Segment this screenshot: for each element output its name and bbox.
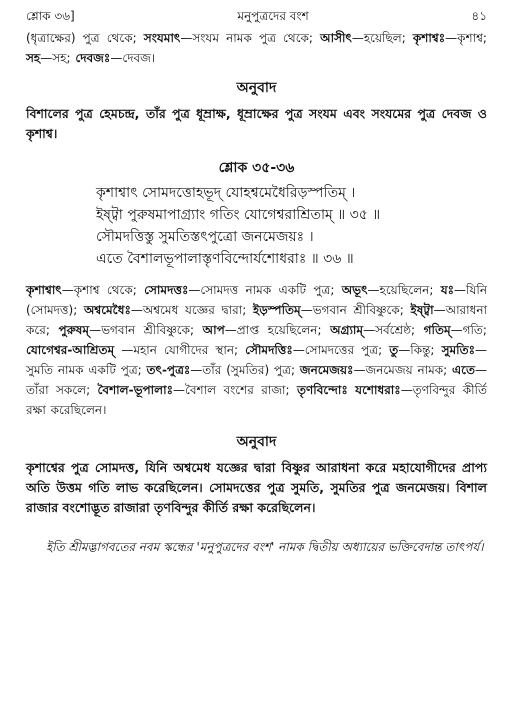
synonyms-top <box>26 28 487 68</box>
syn-text: —প্রাপ্ত হয়েছিলেন; <box>224 323 331 337</box>
header-page-number: ৪১ <box>471 9 487 23</box>
verse-block <box>26 182 487 270</box>
header-verse-ref: শ্লোক ৩৬] <box>26 9 75 23</box>
syn-text: —সোমদত্তের পুত্র; <box>292 343 390 357</box>
syn-text: —বৈশাল বংশের রাজা; <box>172 383 298 397</box>
verse-heading: শ্লোক ৩৫-৩৬ <box>218 160 295 176</box>
anubad-heading-1: অনুবাদ <box>236 80 277 96</box>
syn-text: —তাঁরা সকলে; <box>26 363 488 397</box>
syn-term: অগ্র্যাম্ <box>330 323 364 337</box>
syn-term: বৈশাল-ভূপালাঃ <box>97 383 173 397</box>
syn-term: এতে <box>452 363 476 377</box>
syn-term: আসীৎ <box>320 31 352 45</box>
syn-text: —অশ্বমেধ যজ্ঞের দ্বারা; <box>130 303 253 317</box>
syn-text: —তৃণবিন্দুর কীর্তি রক্ষা করেছিলেন। <box>26 383 487 417</box>
page-header <box>26 8 487 26</box>
verse-line: সৌমদত্তিস্তু সুমতিস্তৎপুত্রো জনমেজয়ঃ । <box>96 229 314 245</box>
syn-term: সোমদত্তঃ <box>144 283 189 297</box>
syn-text: —তাঁর (সুমতির) পুত্র; <box>190 363 300 377</box>
syn-term: আপ <box>202 323 225 337</box>
syn-term: জনমেজয়ঃ <box>299 363 354 377</box>
syn-text: —ভগবান শ্রীবিষ্ণুকে; <box>300 303 411 317</box>
translation-1: বিশালের পুত্র হেমচন্দ্র, তাঁর পুত্র ধূম্রাক্ষ, ধূম্রাক্ষের পুত্র সংযম এবং সংযমের পুত্র দেবজ ও কৃশাশ্ব। <box>26 106 487 141</box>
syn-text: —গতি; <box>450 323 487 337</box>
verse-line: কৃশাশ্বাৎ সোমদত্তোহভূদ্ যোহশ্বমেধৈরিড়স্পতিম্ । <box>96 185 356 201</box>
syn-text: —সুমতি নামক একটি পুত্র; <box>26 343 487 377</box>
syn-term: দেবজঃ <box>75 51 111 65</box>
syn-term: সহ <box>26 51 41 65</box>
syn-text: —সর্বশ্রেষ্ঠ; <box>363 323 424 337</box>
anubad-heading-2: অনুবাদ <box>236 434 277 450</box>
header-chapter-title: মনুপুত্রদের বংশ <box>237 9 309 23</box>
syn-text: —কৃশাশ্ব; <box>445 31 487 45</box>
syn-term: যশোধরাঃ <box>355 383 401 397</box>
syn-text: —দেবজ। <box>110 51 156 65</box>
syn-term: সুমতিঃ <box>441 343 475 357</box>
syn-text: —যিনি (সোমদত্ত); <box>26 283 487 317</box>
chapter-closing: ইতি শ্রীমদ্ভাগবতের নবম স্কন্ধের 'মনুপুত্রদের বংশ' নামক দ্বিতীয় অধ্যায়ের ভক্তিবেদান্ত তাৎপর্য। <box>46 540 484 554</box>
syn-term: যোগেশ্বর-আশ্রিতম্ <box>26 343 115 357</box>
syn-text: —সংযম নামক পুত্র থেকে; <box>180 31 321 45</box>
syn-term: অশ্বমেধৈঃ <box>83 303 131 317</box>
syn-term: তু <box>389 343 399 357</box>
syn-term: তৃণবিন্দোঃ <box>297 383 348 397</box>
syn-text: —জনমেজয় নামক; <box>353 363 453 377</box>
syn-text: —আরাধনা করে; <box>26 303 488 337</box>
syn-term: তৎ-পুত্রঃ <box>146 363 191 377</box>
verse-line: ইষ্ট্বা পুরুষমাপাগ্র্যাং গতিং যোগেশ্বরাশ্রিতাম্ ॥ ৩৫ ॥ <box>96 207 381 223</box>
syn-term: যঃ <box>440 283 455 297</box>
syn-text: —সহ; <box>40 51 76 65</box>
syn-text: —হয়েছিলেন; <box>367 283 441 297</box>
syn-term: সংযমাৎ <box>143 31 181 45</box>
translation-2: কৃশাশ্বের পুত্র সোমদত্ত, যিনি অশ্বমেধ যজ্ঞের দ্বারা বিষ্ণুর আরাধনা করে মহাযোগীদের প্রাপ্য অতি উত্তম গতি লাভ করেছিলেন। সোমদত্তের পুত্র সুমতি, সুমতির পুত্র জনমেজয়। বিশাল রাজার বংশোদ্ভূত রাজারা তৃণবিন্দুর কীর্তি রক্ষা করেছিলেন। <box>26 460 487 515</box>
syn-text: —ভগবান শ্রীবিষ্ণুকে; <box>89 323 203 337</box>
syn-text: —মহান যোগীদের স্থান; <box>121 343 246 357</box>
syn-text: —সোমদত্ত নামক একটি পুত্র; <box>188 283 342 297</box>
syn-term: কৃশাশ্বাৎ <box>26 283 62 297</box>
syn-text: —কিন্তু; <box>398 343 442 357</box>
syn-term: অভূৎ <box>341 283 368 297</box>
syn-text: (ধৃত্রাক্ষের) পুত্র থেকে; <box>26 31 144 45</box>
syn-term: গতিম্ <box>423 323 451 337</box>
syn-term: সৌমদত্তিঃ <box>245 343 293 357</box>
syn-term: ইষ্ট্বা <box>410 303 434 317</box>
syn-text: —হয়েছিল; <box>351 31 406 45</box>
syn-term: পুরুষম্ <box>58 323 90 337</box>
syn-text: —কৃশাশ্ব থেকে; <box>61 283 145 297</box>
synonyms-main <box>26 280 487 420</box>
syn-term: কৃশাশ্বঃ <box>412 31 446 45</box>
verse-line: এতে বৈশালভূপালাস্তৃণবিন্দোর্যশোধরাঃ ॥ ৩৬ ॥ <box>96 251 354 267</box>
syn-term: ইড়স্পতিম্ <box>253 303 301 317</box>
